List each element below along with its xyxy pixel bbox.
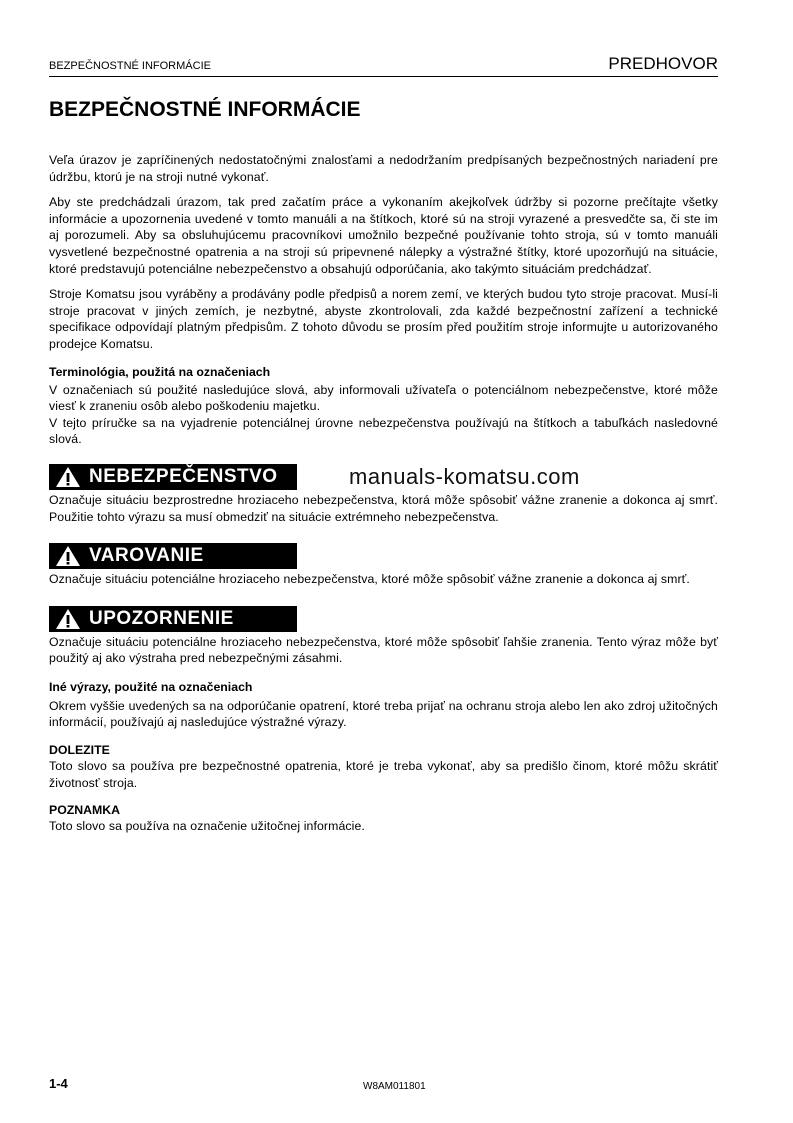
warning-triangle-icon bbox=[55, 466, 81, 488]
paragraph-3: Stroje Komatsu jsou vyráběny a prodávány podle předpisů a norem zemí, ve kterých budou tyto stroje pracovat. Musí-li stroje pracovat v jiných zemích, je nezbytné, abyste zkontrolovali, zda každé bezpečnostní zařízení a technické specifikace odpovídají platným předpisům. Z tohoto důvodu se prosím před použitím stroje informujte u autorizovaného prodejce Komatsu. bbox=[49, 287, 718, 351]
danger-label-text: NEBEZPEČENSTVO bbox=[89, 465, 278, 487]
danger-label bbox=[49, 464, 297, 490]
caution-text: Označuje situáciu potenciálne hroziaceho nebezpečenstva, ktoré môže spôsobiť ľahšie zranenia. Tento výraz môže byť použitý aj ako výstraha pred nebezpečnými zásahmi. bbox=[49, 634, 718, 666]
running-header-section: BEZPEČNOSTNÉ INFORMÁCIE bbox=[49, 60, 211, 72]
paragraph-2: Aby ste predchádzali úrazom, tak pred začatím práce a vykonaním akejkoľvek údržby si pozorne prečítajte všetky informácie a upozornenia uvedené v tomto manuáli a na štítkoch, ktoré sú na stroji vyrazené a presvedčte sa, či ste im aj porozumeli. Aby sa obsluhujúcemu pracovníkovi umožnilo bezpečné používanie tohto stroja, sú v tomto manuáli vysvetlené bezpečnostné opatrenia a na stroji sú pripevnené nálepky a výstražné štítky, ktoré upozorňujú na situácie, ktoré predstavujú potenciálne nebezpečenstvo a obsahujú odporúčania, ako takýmto situáciám predchádzať. bbox=[49, 195, 718, 276]
warning-label bbox=[49, 543, 297, 569]
terminology-text-1: V označeniach sú použité nasledujúce slová, aby informovali užívateľa o potenciálnom nebezpečenstve, ktoré môže viesť k zraneniu osôb alebo poškodeniu majetku. bbox=[49, 382, 718, 414]
caution-label-text: UPOZORNENIE bbox=[89, 607, 234, 629]
note-heading: POZNAMKA bbox=[49, 803, 121, 818]
terminology-heading: Terminológia, použitá na označeniach bbox=[49, 364, 271, 379]
running-header-chapter: PREDHOVOR bbox=[608, 54, 718, 73]
paragraph-1: Veľa úrazov je zapríčinených nedostatočnými znalosťami a nedodržaním predpísaných bezpečnostných nariadení pre údržbu, ktorú je na stroji nutné vykonať. bbox=[49, 153, 718, 184]
header-divider bbox=[49, 76, 718, 77]
caution-label bbox=[49, 606, 297, 632]
important-heading: DOLEZITE bbox=[49, 743, 110, 758]
warning-triangle-icon bbox=[55, 545, 81, 567]
page-number: 1-4 bbox=[49, 1076, 68, 1091]
warning-text: Označuje situáciu potenciálne hroziaceho nebezpečenstva, ktoré môže spôsobiť vážne zranenie a dokonca aj smrť. bbox=[49, 572, 690, 587]
page-body bbox=[49, 97, 718, 835]
other-terms-heading: Iné výrazy, použité na označeniach bbox=[49, 679, 253, 694]
terminology-text-2: V tejto príručke sa na vyjadrenie potenciálnej úrovne nebezpečenstva používajú na štítkoch a tabuľkách nasledovné slová. bbox=[49, 415, 718, 447]
warning-label-text: VAROVANIE bbox=[89, 545, 204, 567]
other-terms-text: Okrem vyššie uvedených sa na odporúčanie opatrení, ktoré treba prijať na ochranu stroja alebo len ako zdroj užitočných informácií, používajú aj nasledujúce výstražné výrazy. bbox=[49, 698, 718, 730]
danger-row bbox=[49, 464, 718, 490]
important-text: Toto slovo sa používa pre bezpečnostné opatrenia, ktoré je treba vykonať, aby sa predišlo činom, ktoré môžu skrátiť životnosť stroja. bbox=[49, 759, 718, 790]
danger-text: Označuje situáciu bezprostredne hroziaceho nebezpečenstva, ktorá môže spôsobiť vážne zranenie a dokonca aj smrť. Použitie tohto výrazu sa musí obmedziť na situácie extrémneho nebezpečenstva. bbox=[49, 492, 718, 524]
warning-triangle-icon bbox=[55, 608, 81, 630]
note-text: Toto slovo sa používa na označenie užitočnej informácie. bbox=[49, 819, 365, 834]
watermark[interactable]: manuals-komatsu.com bbox=[349, 463, 580, 489]
page-title: BEZPEČNOSTNÉ INFORMÁCIE bbox=[49, 98, 361, 121]
document-code: W8AM011801 bbox=[363, 1081, 426, 1092]
